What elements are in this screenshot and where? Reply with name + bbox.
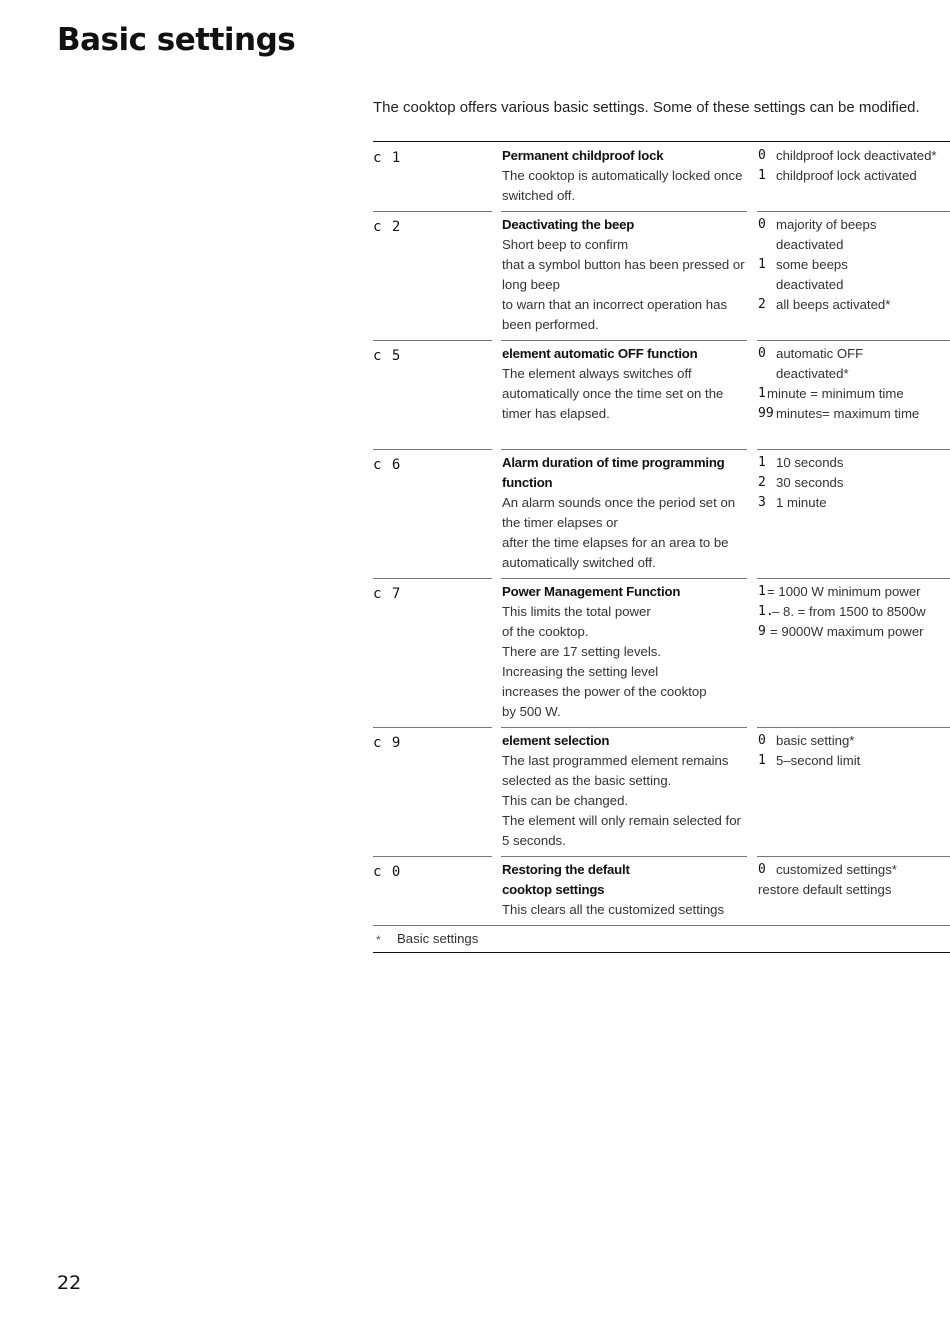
setting-value xyxy=(758,166,950,186)
setting-description xyxy=(502,582,747,722)
setting-body: Short beep to confirm that a symbol button has been pressed or long beep to warn that an incorrect operation has been performed. xyxy=(502,237,745,332)
table-bottom-rule xyxy=(373,952,950,953)
value-number: 0 xyxy=(758,346,766,361)
value-number: 2 xyxy=(758,475,766,490)
value-text: = 1000 W minimum power xyxy=(767,584,921,599)
setting-values xyxy=(758,453,950,513)
setting-title: element automatic OFF function xyxy=(502,346,698,361)
value-text: minutes= maximum time xyxy=(776,406,920,421)
setting-values xyxy=(758,860,950,900)
setting-title: Alarm duration of time programming function xyxy=(502,455,725,490)
value-text: childproof lock activated xyxy=(776,168,917,183)
setting-value xyxy=(758,404,950,424)
value-number: 99 xyxy=(758,406,774,421)
setting-code: c 0 xyxy=(373,864,402,880)
value-text: 1 minute xyxy=(776,495,827,510)
page-title: Basic settings xyxy=(57,22,296,58)
setting-code: c 5 xyxy=(373,348,402,364)
setting-body: This limits the total power of the cooktop. There are 17 setting levels. Increasing the setting level increases the power of the cooktop by 500 W. xyxy=(502,604,707,719)
value-number: 0 xyxy=(758,862,766,877)
value-text: majority of beeps deactivated xyxy=(776,217,877,252)
setting-body: An alarm sounds once the period set on the timer elapses or after the time elapses for an area to be automatically switched off. xyxy=(502,495,736,570)
setting-values xyxy=(758,146,950,186)
setting-description xyxy=(502,453,747,573)
value-text: basic setting* xyxy=(776,733,855,748)
setting-value xyxy=(758,582,950,602)
value-number: 0 xyxy=(758,217,766,232)
setting-value xyxy=(758,215,950,255)
value-number: 1 xyxy=(758,584,766,599)
value-text: customized settings* xyxy=(776,862,897,877)
settings-table xyxy=(373,143,950,953)
setting-code: c 1 xyxy=(373,150,402,166)
setting-description xyxy=(502,146,747,206)
setting-value xyxy=(758,860,950,880)
table-top-rule xyxy=(373,141,950,142)
value-text: minute = minimum time xyxy=(767,386,904,401)
setting-body: The last programmed element remains selected as the basic setting. This can be changed. The element will only remain selected for 5 seconds. xyxy=(502,753,741,848)
value-text: childproof lock deactivated* xyxy=(776,148,937,163)
setting-value xyxy=(758,453,950,473)
setting-value xyxy=(758,602,950,622)
setting-title: Restoring the default cooktop settings xyxy=(502,862,630,897)
setting-row-c7 xyxy=(373,579,950,728)
page-number: 22 xyxy=(57,1272,82,1294)
value-number: 0 xyxy=(758,733,766,748)
setting-value xyxy=(758,751,950,771)
setting-body: The element always switches off automatically once the time set on the timer has elapsed. xyxy=(502,366,724,421)
setting-value xyxy=(758,146,950,166)
value-text: restore default settings xyxy=(758,882,892,897)
value-number: 2 xyxy=(758,297,766,312)
setting-value xyxy=(758,384,950,404)
intro-text: The cooktop offers various basic settings. Some of these settings can be modified. xyxy=(373,99,920,116)
setting-row-c2 xyxy=(373,212,950,341)
value-text: – 8. = from 1500 to 8500w xyxy=(772,604,926,619)
setting-title: Permanent childproof lock xyxy=(502,148,664,163)
value-text: some beeps deactivated xyxy=(776,257,848,292)
setting-row-c6 xyxy=(373,450,950,579)
value-text: 5–second limit xyxy=(776,753,861,768)
setting-row-c1 xyxy=(373,143,950,212)
value-text: automatic OFF deactivated* xyxy=(776,346,864,381)
value-number: 1 xyxy=(758,455,766,470)
setting-value xyxy=(758,622,950,642)
setting-code: c 7 xyxy=(373,586,402,602)
setting-description xyxy=(502,344,747,424)
setting-body: This clears all the customized settings xyxy=(502,902,725,917)
setting-value xyxy=(758,344,950,384)
setting-title: element selection xyxy=(502,733,610,748)
setting-value xyxy=(758,473,950,493)
value-number: 1. xyxy=(758,604,774,619)
setting-row-c0 xyxy=(373,857,950,926)
setting-row-c9 xyxy=(373,728,950,857)
setting-values xyxy=(758,731,950,771)
setting-description xyxy=(502,731,747,851)
value-number: 3 xyxy=(758,495,766,510)
value-text: = 9000W maximum power xyxy=(770,624,924,639)
value-number: 1 xyxy=(758,753,766,768)
value-text: 10 seconds xyxy=(776,455,844,470)
setting-row-c5 xyxy=(373,341,950,450)
setting-values xyxy=(758,582,950,642)
value-number: 1 xyxy=(758,257,766,272)
setting-code: c 6 xyxy=(373,457,402,473)
setting-value xyxy=(758,880,950,900)
setting-code: c 9 xyxy=(373,735,402,751)
value-number: 1 xyxy=(758,386,766,401)
setting-title: Power Management Function xyxy=(502,584,681,599)
footnote-text: Basic settings xyxy=(397,931,479,946)
value-number: 1 xyxy=(758,168,766,183)
value-text: 30 seconds xyxy=(776,475,844,490)
footnote-mark: * xyxy=(376,933,381,947)
setting-description xyxy=(502,215,747,335)
setting-body: The cooktop is automatically locked once switched off. xyxy=(502,168,743,203)
value-number: 9 xyxy=(758,624,766,639)
setting-code: c 2 xyxy=(373,219,402,235)
value-text: all beeps activated* xyxy=(776,297,891,312)
footnote xyxy=(373,926,950,953)
setting-value xyxy=(758,731,950,751)
footnote-content xyxy=(373,926,950,952)
setting-value xyxy=(758,255,950,295)
setting-values xyxy=(758,215,950,315)
setting-value xyxy=(758,493,950,513)
setting-values xyxy=(758,344,950,424)
setting-description xyxy=(502,860,747,920)
value-number: 0 xyxy=(758,148,766,163)
setting-value xyxy=(758,295,950,315)
setting-title: Deactivating the beep xyxy=(502,217,635,232)
